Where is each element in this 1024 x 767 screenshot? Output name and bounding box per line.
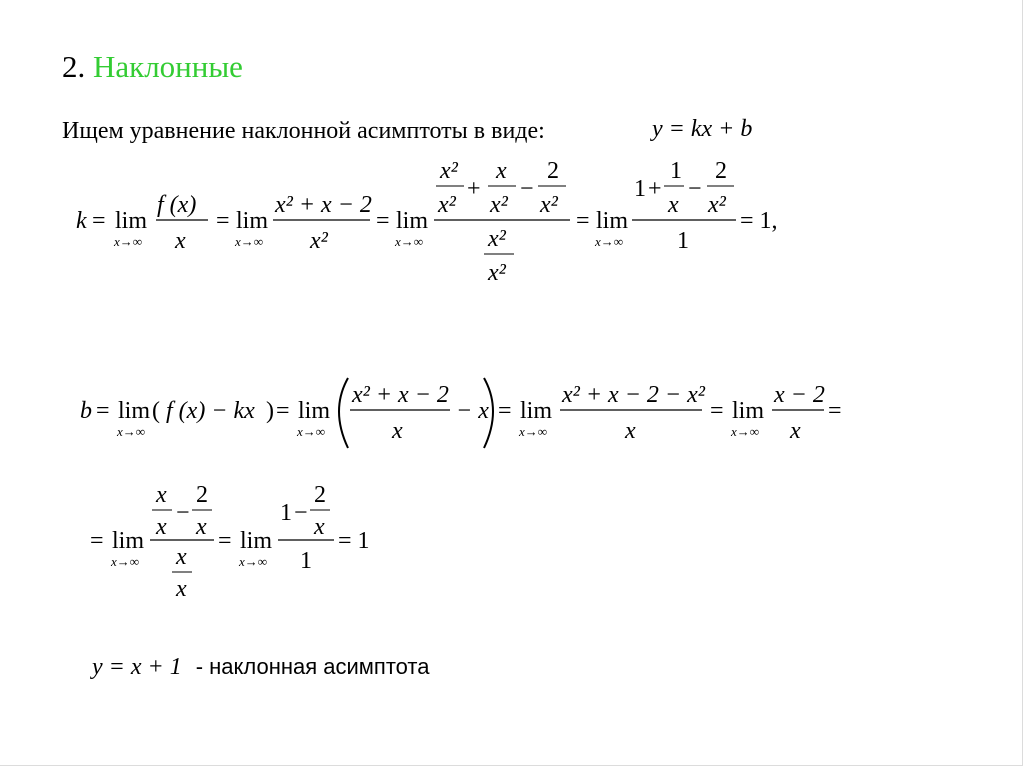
f3-low-den: x² [488, 260, 506, 286]
top-a-num: x [156, 482, 167, 508]
conclusion [92, 650, 430, 684]
f3-den-b: x² [490, 192, 508, 218]
lim-3: lim [520, 398, 553, 424]
eq-sign: = [96, 398, 110, 424]
formula-b-line2 [90, 478, 390, 608]
frac2-den: x² [310, 228, 328, 254]
formula-b-line1 [80, 370, 860, 460]
f4-b-num: 2 [715, 158, 727, 184]
f4-den: 1 [677, 228, 689, 254]
f2-b-den: x [314, 514, 325, 540]
f3-minus: − [520, 176, 534, 202]
low-num: x [176, 544, 187, 570]
big-paren-open [339, 378, 348, 448]
top-minus: − [176, 500, 190, 526]
asymptote-formula: y = x + 1 [92, 654, 182, 680]
f3-den-a: x² [438, 192, 456, 218]
paren-close: ) [266, 398, 274, 424]
lim-sub-3: x→∞ [519, 424, 548, 439]
title-word: Наклонные [93, 49, 243, 84]
eq-sign: = [376, 208, 390, 234]
eq-sign: = [216, 208, 230, 234]
b-symbol: b [80, 398, 92, 424]
eq-sign: = [90, 528, 104, 554]
f3-x: x [496, 158, 507, 184]
eq-sign: = [710, 398, 724, 424]
f4-a-den: x [668, 192, 679, 218]
b-frac3-num: x − 2 [774, 382, 825, 408]
lim-4: lim [732, 398, 765, 424]
top-a-den: x [156, 514, 167, 540]
f2-b-num: 2 [314, 482, 326, 508]
f3-low-num: x² [488, 226, 506, 252]
lim-2: lim [240, 528, 273, 554]
b-frac2-num: x² + x − 2 − x² [562, 382, 705, 408]
lim-sub-1: x→∞ [114, 234, 143, 249]
minus-x: − x [456, 398, 489, 424]
lim-sub-3: x→∞ [395, 234, 424, 249]
intro-text: Ищем уравнение наклонной асимптоты в виде: [62, 118, 545, 144]
f3-den-c: x² [540, 192, 558, 218]
lim-1: lim [118, 398, 151, 424]
frac1-den: x [175, 228, 186, 254]
lim-sub-4: x→∞ [595, 234, 624, 249]
b-frac2-den: x [625, 418, 636, 444]
b-frac-den: x [392, 418, 403, 444]
b-result: = 1 [338, 528, 370, 554]
lim-2: lim [236, 208, 269, 234]
f3-plus: + [467, 176, 481, 202]
b-frac-num: x² + x − 2 [352, 382, 449, 408]
lim-3: lim [396, 208, 429, 234]
lim-4: lim [596, 208, 629, 234]
paren-open: ( [152, 398, 160, 424]
lim-sub-2: x→∞ [239, 554, 268, 569]
top-b-den: x [196, 514, 207, 540]
lim-sub-1: x→∞ [111, 554, 140, 569]
slide-title [62, 45, 243, 89]
intro-formula: y = kx + b [652, 116, 753, 142]
f4-a-num: 1 [670, 158, 682, 184]
lim-sub-2: x→∞ [297, 424, 326, 439]
frac1-num: f (x) [157, 192, 197, 218]
asymptote-description: - наклонная асимптота [195, 654, 430, 679]
fx-minus-kx: f (x) − kx [166, 398, 255, 424]
formula-k [70, 150, 790, 290]
f2-den: 1 [300, 548, 312, 574]
lim-2: lim [298, 398, 331, 424]
f3-x2: x² [440, 158, 458, 184]
eq-sign: = [576, 208, 590, 234]
f4-b-den: x² [708, 192, 726, 218]
eq-sign: = [276, 398, 290, 424]
eq-sign: = [92, 208, 106, 234]
lim-sub-2: x→∞ [235, 234, 264, 249]
lim-sub-1: x→∞ [117, 424, 146, 439]
f2-minus: − [294, 500, 308, 526]
f4-one: 1 [634, 176, 646, 202]
top-b-num: 2 [196, 482, 208, 508]
f4-plus: + [648, 176, 662, 202]
lim-1: lim [115, 208, 148, 234]
trailing-eq: = [828, 398, 842, 424]
eq-sign: = [498, 398, 512, 424]
k-symbol: k [76, 208, 87, 234]
f3-two: 2 [547, 158, 559, 184]
f2-one: 1 [280, 500, 292, 526]
frac2-num: x² + x − 2 [275, 192, 372, 218]
low-den: x [176, 576, 187, 602]
lim-sub-4: x→∞ [731, 424, 760, 439]
f4-minus: − [688, 176, 702, 202]
k-result: = 1, [740, 208, 778, 234]
title-number: 2. [62, 49, 86, 84]
b-frac3-den: x [790, 418, 801, 444]
lim-1: lim [112, 528, 145, 554]
eq-sign: = [218, 528, 232, 554]
